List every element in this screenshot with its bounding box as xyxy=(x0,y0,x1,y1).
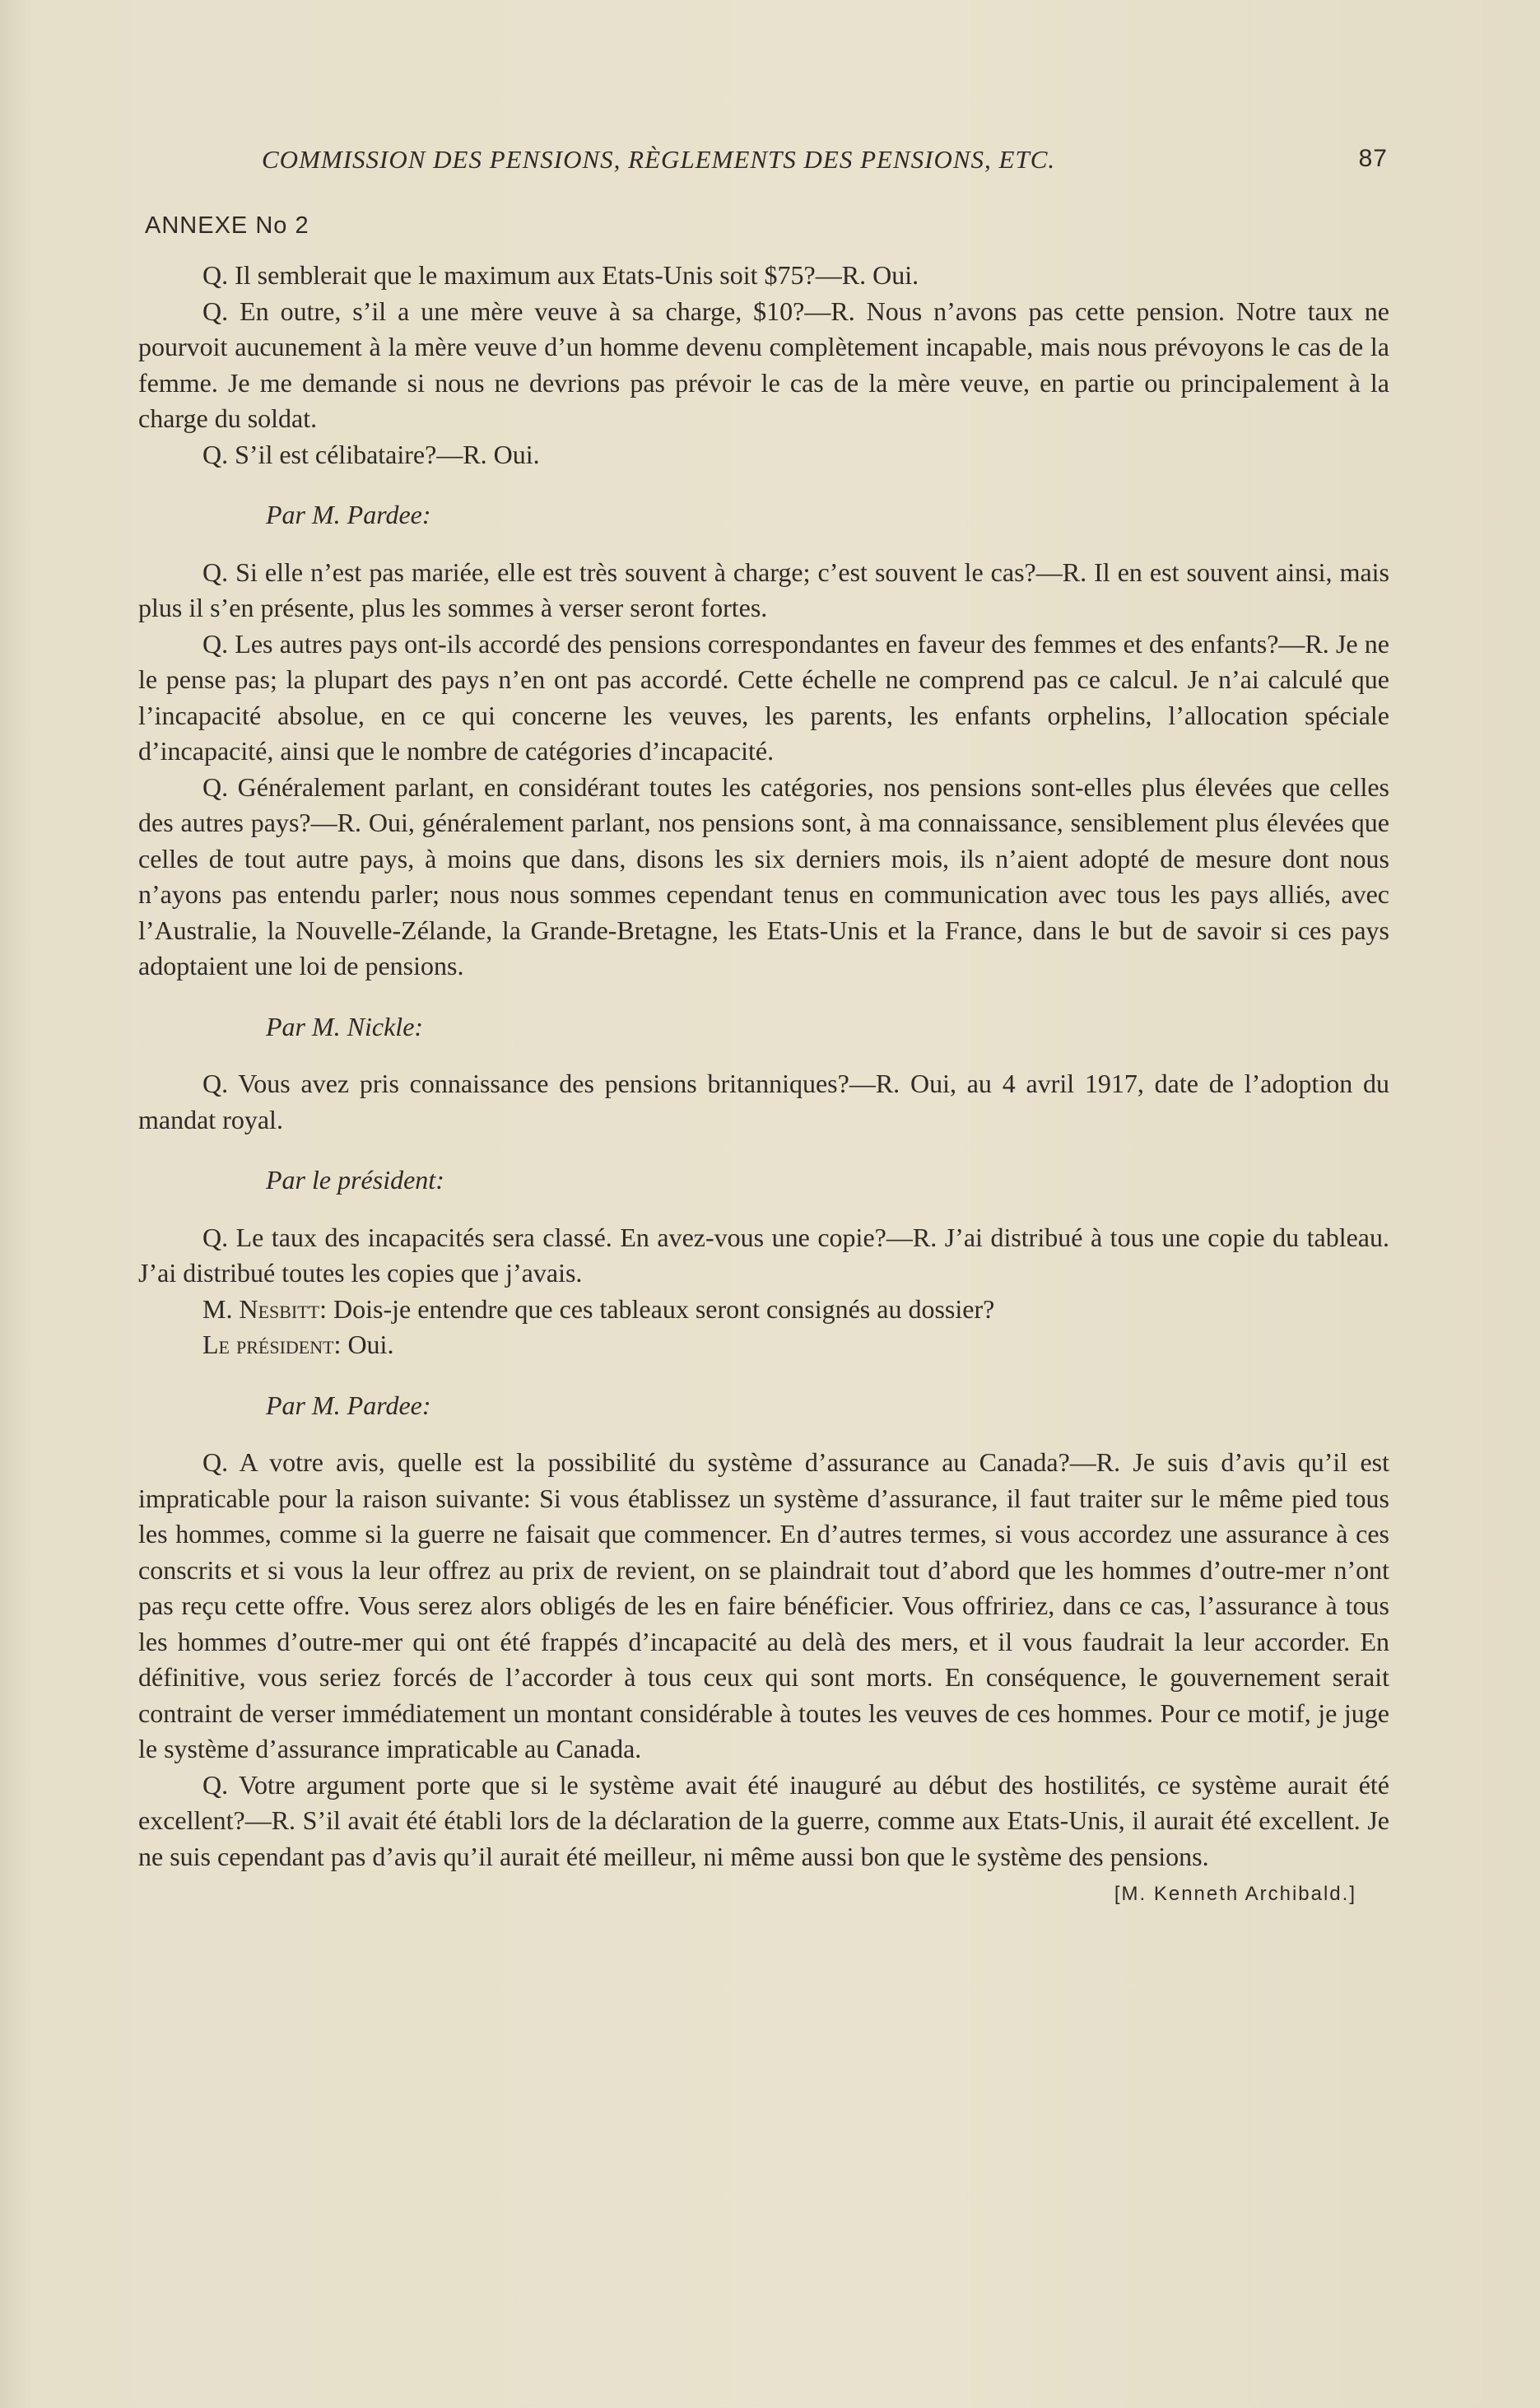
paragraph: Q. Votre argument porte que si le système avait été inauguré au début des hostilités, ce système aurait été excellent?—R. S’il avait été établi lors de la déclaration de la guerre, comme aux Etats-Unis, il aurait été excellent. Je ne suis cependant pas d’avis qu’il aurait été meilleur, ni même aussi bon que le système des pensions. xyxy=(138,1769,1389,1871)
paragraph: Q. S’il est célibataire?—R. Oui. xyxy=(202,439,540,469)
section-heading: Par le président: xyxy=(266,1165,444,1195)
paragraph: Q. A votre avis, quelle est la possibilité du système d’assurance au Canada?—R. Je suis d’avis qu’il est impraticable pour la raison suivante: Si vous établissez un système d’assurance, il faut traiter sur le même pied tous les hommes, comme si la guerre ne faisait que commencer. En d’autres termes, si vous accordez une assurance à ces conscrits et si vous la leur offrez au prix de revient, on se plaindrait tout d’abord que les hommes d’outre-mer n’ont pas reçu cette offre. Vous serez alors obligés de les en faire bénéficier. Vous offririez, dans ce cas, l’assurance à tous les hommes d’outre-mer qui ont été frappés d’incapacité au delà des mers, et il vous faudrait la leur accorder. En définitive, vous seriez forcés de l’accorder à tous ceux qui sont morts. En conséquence, le gouvernement serait contraint de verser immédiatement un montant considérable à toutes les veuves de ces hommes. Pour ce motif, je juge le système d’assurance impraticable au Canada. xyxy=(138,1447,1389,1763)
paragraph: Q. Le taux des incapacités sera classé. En avez-vous une copie?—R. J’ai distribué à tous une copie du tableau. J’ai distribué toutes les copies que j’avais. xyxy=(138,1222,1389,1288)
paragraph: Q. Généralement parlant, en considérant toutes les catégories, nos pensions sont-elles plus élevées que celles des autres pays?—R. Oui, généralement parlant, nos pensions sont, à ma connaissance, sensiblement plus élevées que celles de tout autre pays, à moins que dans, disons les six derniers mois, ils n’aient adopté de mesure dont nous n’ayons pas entendu parler; nous nous sommes cependant tenus en communication avec tous les pays alliés, avec l’Australie, la Nouvelle-Zélande, la Grande-Bretagne, les Etats-Unis et la France, dans le but de savoir si ces pays adoptaient une loi de pensions. xyxy=(138,771,1389,980)
speaker-line xyxy=(138,1292,1389,1328)
paragraph: Q. En outre, s’il a une mère veuve à sa charge, $10?—R. Nous n’avons pas cette pension. Notre taux ne pourvoit aucunement à la mère veuve d’un homme devenu complètement incapable, mais nous prévoyons le cas de la femme. Je me demande si nous ne devrions pas prévoir le cas de la mère veuve, en partie ou principalement à la charge du soldat. xyxy=(138,296,1389,433)
section-heading: Par M. Pardee: xyxy=(266,1390,431,1420)
running-header xyxy=(262,145,1388,175)
section-heading: Par M. Pardee: xyxy=(266,500,431,529)
paragraph: Q. Si elle n’est pas mariée, elle est très souvent à charge; c’est souvent le cas?—R. Il en est souvent ainsi, mais plus il s’en présente, plus les sommes à verser seront fortes. xyxy=(138,557,1389,622)
speaker-text: Dois-je entendre que ces tableaux seront consignés au dossier? xyxy=(327,1293,995,1324)
speaker-name: Le président: xyxy=(202,1330,342,1359)
paragraph: Q. Vous avez pris connaissance des pensions britanniques?—R. Oui, au 4 avril 1917, date de l’adoption du mandat royal. xyxy=(138,1069,1389,1134)
running-title: COMMISSION DES PENSIONS, RÈGLEMENTS DES PENSIONS, ETC. xyxy=(262,145,1056,174)
signature: [M. Kenneth Archibald.] xyxy=(1114,1883,1356,1905)
paragraph: Q. Les autres pays ont-ils accordé des pensions correspondantes en faveur des femmes et des enfants?—R. Je ne le pense pas; la plupart des pays n’en ont pas accordé. Cette échelle ne comprend pas ce calcul. Je n’ai calculé que l’incapacité absolue, en ce qui concerne les veuves, les parents, les enfants orphelins, l’allocation spéciale d’incapacité, ainsi que le nombre de catégories d’incapacité. xyxy=(138,628,1389,766)
speaker-text: Oui. xyxy=(341,1330,394,1359)
document-body xyxy=(138,258,1389,1912)
annexe-label: ANNEXE No 2 xyxy=(145,212,309,239)
speaker-name: M. Nesbitt: xyxy=(202,1293,328,1324)
page-number: 87 xyxy=(1358,145,1388,172)
speaker-line xyxy=(138,1327,1389,1363)
section-heading: Par M. Nickle: xyxy=(266,1011,424,1041)
paragraph: Q. Il semblerait que le maximum aux Etats-Unis soit $75?—R. Oui. xyxy=(202,260,919,290)
